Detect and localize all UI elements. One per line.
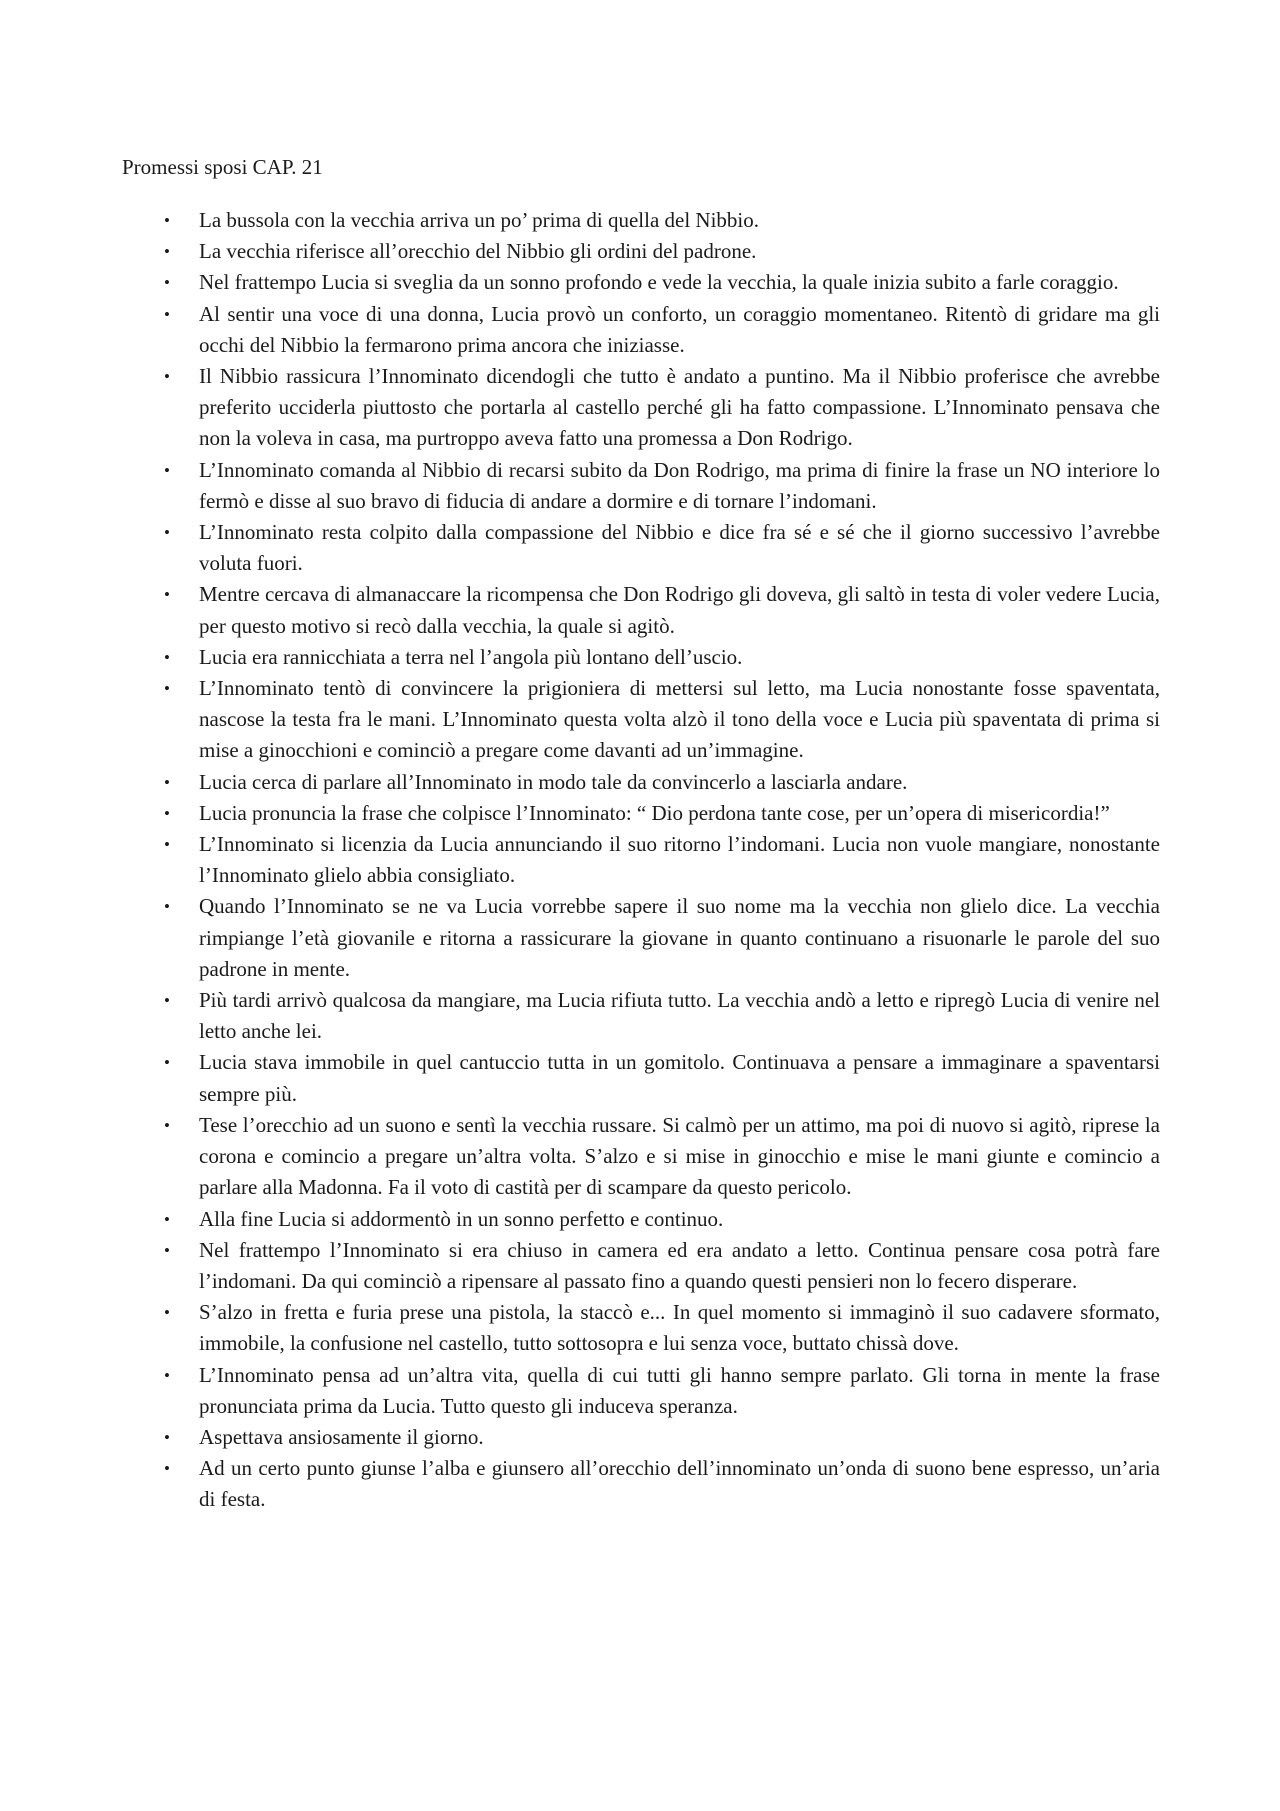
list-item (122, 299, 1160, 361)
bullet-icon: • (164, 1240, 170, 1260)
bullet-icon: • (164, 1209, 170, 1229)
bullet-list (122, 205, 1160, 1516)
list-item (122, 267, 1160, 298)
list-item (122, 1422, 1160, 1453)
bullet-icon: • (164, 803, 170, 823)
list-item-text: La vecchia riferisce all’orecchio del Nibbio gli ordini del padrone. (199, 239, 757, 264)
list-item (122, 1297, 1160, 1359)
bullet-icon: • (164, 460, 170, 480)
bullet-icon: • (164, 991, 170, 1011)
bullet-icon: • (164, 1303, 170, 1323)
bullet-icon: • (164, 1053, 170, 1073)
list-item (122, 1453, 1160, 1515)
list-item (122, 236, 1160, 267)
document-title: Promessi sposi CAP. 21 (122, 155, 323, 179)
list-item (122, 361, 1160, 455)
bullet-icon: • (164, 585, 170, 605)
list-item-text: L’Innominato comanda al Nibbio di recarsi subito da Don Rodrigo, ma prima di finire la frase un NO interiore lo fermò e disse al suo bravo di fiducia di andare a dormire e di tornare l’indomani. (199, 457, 1160, 513)
bullet-icon: • (164, 772, 170, 792)
list-item-text: Lucia era rannicchiata a terra nel l’angola più lontano dell’uscio. (199, 644, 743, 669)
list-item-text: Al sentir una voce di una donna, Lucia provò un conforto, un coraggio momentaneo. Ritentò di gridare ma gli occhi del Nibbio la fermarono prima ancora che iniziasse. (199, 301, 1160, 357)
list-item-text: Mentre cercava di almanaccare la ricompensa che Don Rodrigo gli doveva, gli saltò in testa di voler vedere Lucia, per questo motivo si recò dalla vecchia, la quale si agitò. (199, 582, 1160, 638)
list-item (122, 1235, 1160, 1297)
list-item (122, 1047, 1160, 1109)
list-item-text: Lucia stava immobile in quel cantuccio tutta in un gomitolo. Continuava a pensare a immaginare a spaventarsi sempre più. (199, 1050, 1160, 1106)
list-item (122, 673, 1160, 767)
list-item (122, 205, 1160, 236)
list-item (122, 798, 1160, 829)
bullet-icon: • (164, 835, 170, 855)
list-item-text: Alla fine Lucia si addormentò in un sonno perfetto e continuo. (199, 1206, 724, 1231)
bullet-icon: • (164, 1459, 170, 1479)
bullet-icon: • (164, 273, 170, 293)
list-item (122, 1360, 1160, 1422)
bullet-icon: • (164, 679, 170, 699)
list-item-text: Ad un certo punto giunse l’alba e giunsero all’orecchio dell’innominato un’onda di suono bene espresso, un’aria di festa. (199, 1456, 1160, 1512)
list-item (122, 1204, 1160, 1235)
bullet-icon: • (164, 211, 170, 230)
list-item-text: L’Innominato tentò di convincere la prigioniera di mettersi sul letto, ma Lucia nonostante fosse spaventata, nascose la testa fra le mani. L’Innominato questa volta alzò il tono della voce e Lucia più spaventata di prima si mise a ginocchioni e cominciò a pregare come davanti ad un’immagine. (199, 676, 1160, 763)
bullet-icon: • (164, 1115, 170, 1135)
list-item-text: La bussola con la vecchia arriva un po’ prima di quella del Nibbio. (199, 208, 760, 232)
bullet-icon: • (164, 242, 170, 262)
list-item-text: Più tardi arrivò qualcosa da mangiare, ma Lucia rifiuta tutto. La vecchia andò a letto e ripregò Lucia di venire nel letto anche lei. (199, 988, 1160, 1044)
bullet-icon: • (164, 304, 170, 324)
list-item-text: Quando l’Innominato se ne va Lucia vorrebbe sapere il suo nome ma la vecchia non glielo dice. La vecchia rimpiange l’età giovanile e ritorna a rassicurare la giovane in quanto continuano a risuonarle le parole del suo padrone in mente. (199, 894, 1160, 981)
bullet-icon: • (164, 647, 170, 667)
list-item-text: L’Innominato resta colpito dalla compassione del Nibbio e dice fra sé e sé che il giorno successivo l’avrebbe voluta fuori. (199, 520, 1160, 576)
list-item (122, 517, 1160, 579)
list-item-text: L’Innominato pensa ad un’altra vita, quella di cui tutti gli hanno sempre parlato. Gli torna in mente la frase pronunciata prima da Lucia. Tutto questo gli induceva speranza. (199, 1362, 1160, 1418)
list-item-text: Tese l’orecchio ad un suono e sentì la vecchia russare. Si calmò per un attimo, ma poi di nuovo si agitò, riprese la corona e comincio a pregare un’altra volta. S’alzo e si mise in ginocchio e mise le mani giunte e comincio a parlare alla Madonna. Fa il voto di castità per di scampare da questo pericolo. (199, 1112, 1160, 1200)
bullet-icon: • (164, 897, 170, 917)
list-item-text: Lucia pronuncia la frase che colpisce l’Innominato: “ Dio perdona tante cose, per un’opera di misericordia!” (199, 800, 1110, 825)
bullet-icon: • (164, 1365, 170, 1385)
list-item-text: Aspettava ansiosamente il giorno. (199, 1424, 484, 1449)
list-item-text: Lucia cerca di parlare all’Innominato in modo tale da convincerlo a lasciarla andare. (199, 769, 908, 794)
bullet-icon: • (164, 523, 170, 543)
list-item (122, 891, 1160, 985)
list-item (122, 767, 1160, 798)
list-item (122, 829, 1160, 891)
list-item-text: Nel frattempo l’Innominato si era chiuso in camera ed era andato a letto. Continua pensare cosa potrà fare l’indomani. Da qui cominciò a ripensare al passato fino a quando questi pensieri non lo fecero disperare. (199, 1237, 1160, 1293)
list-item (122, 579, 1160, 641)
list-item-text: L’Innominato si licenzia da Lucia annunciando il suo ritorno l’indomani. Lucia non vuole mangiare, nonostante l’Innominato glielo abbia consigliato. (199, 832, 1160, 888)
list-item-text: Nel frattempo Lucia si sveglia da un sonno profondo e vede la vecchia, la quale inizia subito a farle coraggio. (199, 270, 1119, 295)
list-item (122, 455, 1160, 517)
list-item-text: Il Nibbio rassicura l’Innominato dicendogli che tutto è andato a puntino. Ma il Nibbio proferisce che avrebbe preferito ucciderla piuttosto che portarla al castello perché gli ha fatto compassione. L’Innominato pensava che non la voleva in casa, ma purtroppo aveva fatto una promessa a Don Rodrigo. (199, 364, 1160, 451)
list-item (122, 985, 1160, 1047)
list-item-text: S’alzo in fretta e furia prese una pistola, la staccò e... In quel momento si immaginò il suo cadavere sformato, immobile, la confusione nel castello, tutto sottosopra e lui senza voce, buttato chissà dove. (199, 1300, 1160, 1356)
bullet-icon: • (164, 367, 170, 387)
list-item (122, 1110, 1160, 1204)
list-item (122, 642, 1160, 673)
bullet-icon: • (164, 1427, 170, 1447)
